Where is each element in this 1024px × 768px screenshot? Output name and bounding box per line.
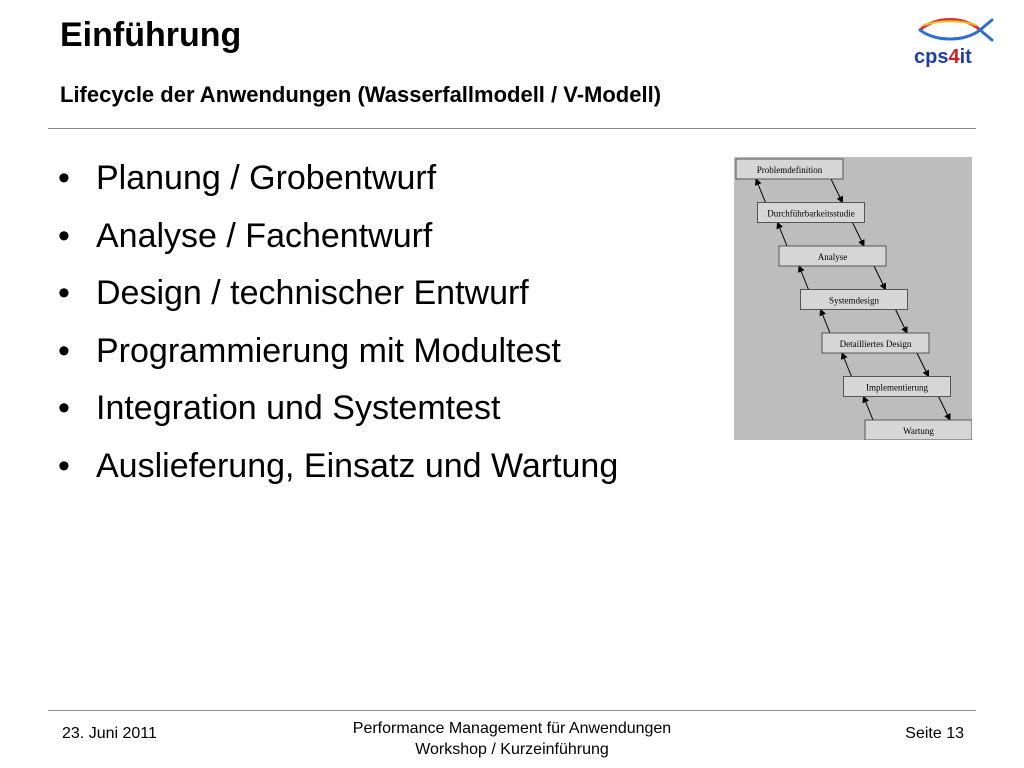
step-label: Durchführbarkeitsstudie — [767, 208, 855, 219]
logo-text-4: 4 — [948, 46, 960, 68]
header-divider — [48, 128, 976, 129]
footer-date: 23. Juni 2011 — [62, 725, 157, 742]
footer-page-number: Seite 13 — [905, 725, 964, 742]
bullet-dot: • — [58, 159, 70, 197]
bullet-text: Integration und Systemtest — [96, 389, 501, 427]
forward-arrow — [874, 266, 886, 290]
step-label: Problemdefinition — [756, 165, 823, 175]
bullet-item — [58, 208, 618, 266]
logo-text-cps: cps — [914, 46, 949, 68]
bullet-dot: • — [58, 216, 70, 255]
bullet-list — [58, 150, 618, 495]
bullet-dot: • — [58, 274, 70, 312]
svg-text:cps4it — [914, 46, 972, 68]
bullet-item — [58, 150, 618, 208]
forward-arrow — [939, 397, 951, 421]
footer-center-line-2: Workshop / Kurzeinführung — [415, 741, 609, 758]
feedback-arrow — [842, 353, 852, 377]
fish-swirl-icon — [920, 20, 992, 41]
bullet-text: Auslieferung, Einsatz und Wartung — [96, 446, 619, 485]
feedback-arrow — [821, 310, 831, 334]
forward-arrow — [896, 310, 908, 334]
waterfall-diagram-svg — [734, 157, 972, 440]
footer-center — [300, 718, 724, 760]
feedback-arrow — [799, 266, 809, 290]
bullet-item — [58, 380, 618, 438]
step-label: Wartung — [903, 426, 934, 436]
slide-subtitle: Lifecycle der Anwendungen (Wasserfallmodell / V-Modell) — [60, 82, 662, 107]
feedback-arrow — [864, 397, 874, 421]
logo-text-it: it — [959, 46, 972, 68]
step-label: Systemdesign — [828, 295, 880, 306]
bullet-item — [58, 265, 618, 323]
bullet-text: Programmierung mit Modultest — [96, 331, 561, 370]
bullet-text: Design / technischer Entwurf — [96, 274, 529, 312]
bullet-dot: • — [58, 446, 70, 485]
cps4it-logo — [900, 14, 1004, 74]
slide-title: Einführung — [60, 16, 242, 54]
step-label: Detailliertes Design — [839, 339, 912, 349]
bullet-dot: • — [58, 331, 70, 370]
bullet-text: Planung / Grobentwurf — [96, 159, 437, 197]
forward-arrow — [831, 179, 843, 203]
forward-arrow — [853, 223, 865, 247]
feedback-arrow — [756, 179, 766, 203]
footer-divider — [48, 710, 976, 711]
step-label: Analyse — [817, 252, 848, 262]
footer-center-line-1: Performance Management für Anwendungen — [352, 720, 672, 737]
bullet-item — [58, 323, 618, 381]
bullet-dot: • — [58, 389, 70, 427]
feedback-arrow — [778, 223, 788, 247]
bullet-text: Analyse / Fachentwurf — [96, 216, 433, 255]
step-label: Implementierung — [866, 382, 928, 393]
waterfall-diagram — [734, 157, 972, 440]
forward-arrow — [917, 353, 929, 377]
bullet-item — [58, 438, 618, 496]
